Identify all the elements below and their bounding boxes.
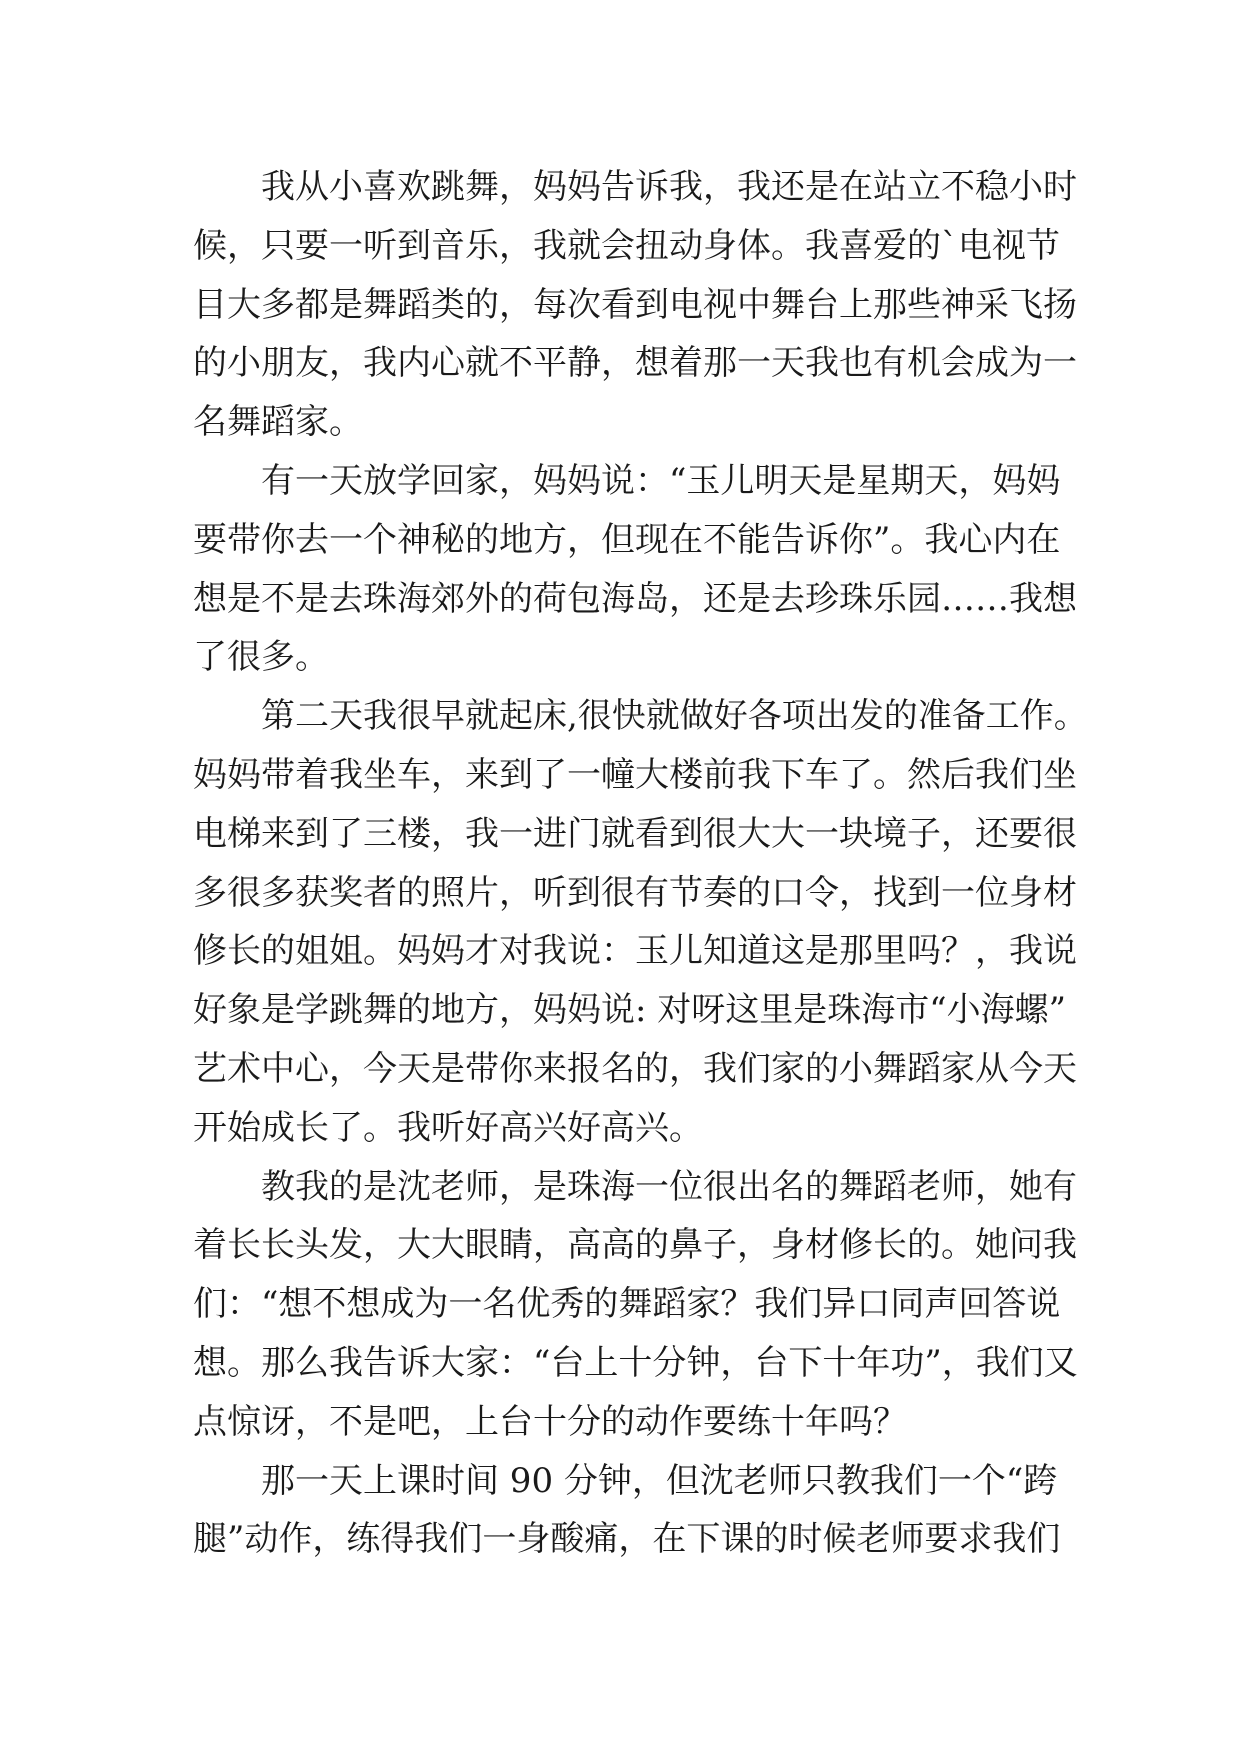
paragraph-3 — [193, 687, 1088, 1157]
text-line: 那一天上课时间 90 分钟，但沈老师只教我们一个“跨 — [261, 1460, 1058, 1501]
text-line: 电梯来到了三楼，我一进门就看到很大大一块境子，还要很 — [193, 813, 1077, 854]
paragraph-4 — [193, 1158, 1078, 1452]
document-body — [193, 158, 1088, 1569]
text-line: 艺术中心，今天是带你来报名的，我们家的小舞蹈家从今天 — [193, 1048, 1077, 1089]
text-line: 想。那么我告诉大家：“台上十分钟，台下十年功”，我们又 — [193, 1342, 1078, 1383]
text-line: 妈妈带着我坐车，来到了一幢大楼前我下车了。然后我们坐 — [193, 754, 1077, 795]
paragraph-2 — [193, 452, 1077, 687]
text-line: 想是不是去珠海郊外的荷包海岛，还是去珍珠乐园……我想 — [193, 578, 1077, 619]
text-line: 目大多都是舞蹈类的，每次看到电视中舞台上那些神采飞扬 — [193, 284, 1077, 325]
text-line: 要带你去一个神秘的地方，但现在不能告诉你”。我心内在 — [193, 519, 1061, 560]
text-line: 名舞蹈家。 — [193, 402, 363, 443]
text-line: 有一天放学回家，妈妈说：“玉儿明天是星期天，妈妈 — [261, 460, 1061, 501]
text-line: 第二天我很早就起床,很快就做好各项出发的准备工作。 — [261, 696, 1088, 737]
paragraph-5 — [193, 1452, 1061, 1570]
text-line: 好象是学跳舞的地方，妈妈说: 对呀这里是珠海市“小海螺” — [193, 990, 1067, 1031]
text-line: 多很多获奖者的照片，听到很有节奏的口令，找到一位身材 — [193, 872, 1077, 913]
text-line: 们：“想不想成为一名优秀的舞蹈家？我们异口同声回答说 — [193, 1284, 1061, 1325]
paragraph-1 — [193, 158, 1077, 452]
text-line: 我从小喜欢跳舞，妈妈告诉我，我还是在站立不稳小时 — [261, 167, 1077, 207]
text-line: 着长长头发，大大眼睛，高高的鼻子，身材修长的。她问我 — [193, 1225, 1077, 1266]
text-line: 了很多。 — [193, 637, 329, 678]
text-line: 候，只要一听到音乐，我就会扭动身体。我喜爱的`电视节 — [193, 225, 1060, 266]
text-line: 的小朋友，我内心就不平静，想着那一天我也有机会成为一 — [193, 343, 1077, 384]
text-line: 点惊讶，不是吧，上台十分的动作要练十年吗？ — [193, 1401, 907, 1442]
text-line: 腿”动作，练得我们一身酸痛，在下课的时候老师要求我们 — [193, 1519, 1061, 1560]
text-line: 教我的是沈老师，是珠海一位很出名的舞蹈老师，她有 — [261, 1166, 1077, 1207]
text-line: 修长的姐姐。妈妈才对我说：玉儿知道这是那里吗？，我说 — [193, 931, 1077, 972]
text-line: 开始成长了。我听好高兴好高兴。 — [193, 1107, 703, 1148]
